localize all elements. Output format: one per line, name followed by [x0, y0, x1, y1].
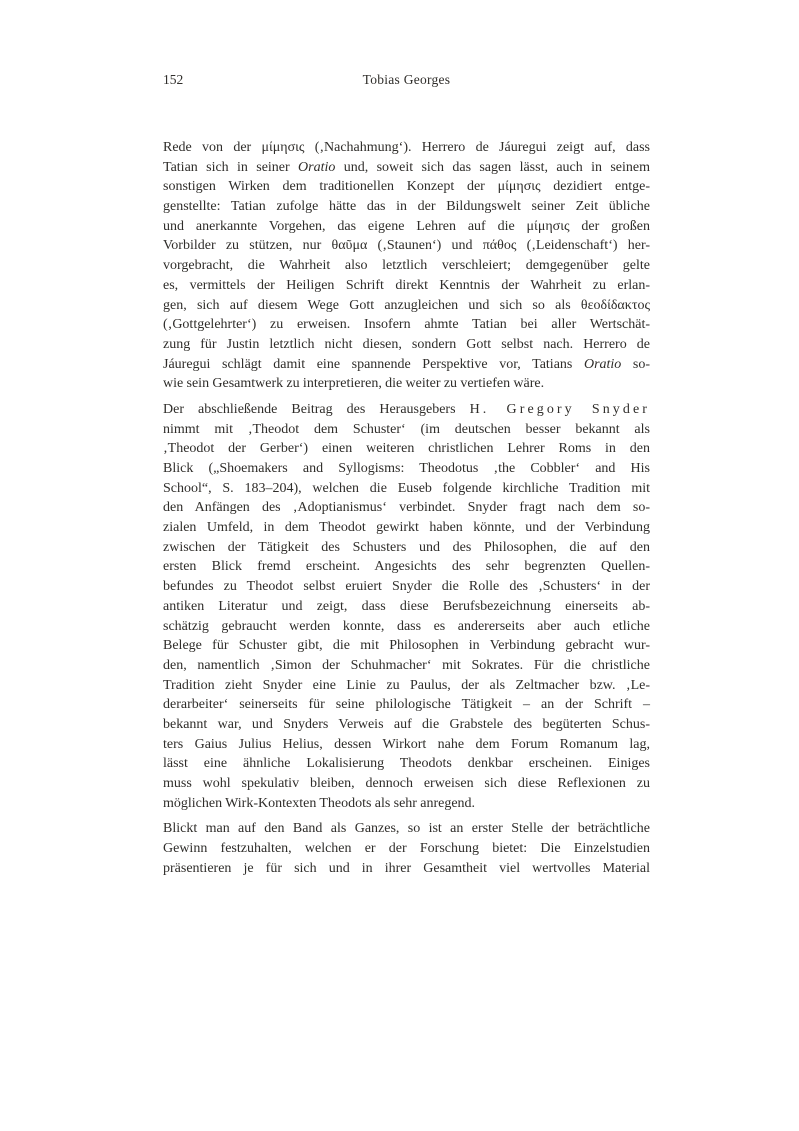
text-line: sonstigen Wirken dem traditionellen Konzept der μίμησις dezidiert entge-	[163, 179, 650, 195]
text-line: zwischen der Tätigkeit des Schusters und des Philosophen, die auf den	[163, 539, 650, 555]
text-line: Der abschließende Beitrag des Herausgebers H. Gregory Snyder	[163, 401, 650, 417]
page-header	[163, 71, 650, 89]
text-line: antiken Literatur und zeigt, dass diese Berufsbezeichnung einerseits ab-	[163, 598, 650, 614]
paragraph-1	[163, 138, 650, 394]
running-head: Tobias Georges	[362, 72, 451, 87]
text-line: zung für Justin letztlich nicht diesen, sondern Gott selbst nach. Herrero de	[163, 336, 650, 352]
text-line: schätzig gebraucht werden konnte, dass es andererseits aber auch etliche	[163, 618, 650, 634]
text-line: Tradition zieht Snyder eine Linie zu Paulus, der als Zeltmacher bzw. ‚Le-	[163, 677, 650, 693]
paragraph-3	[163, 819, 650, 878]
text-line: bekannt war, und Snyders Verweis auf die Grabstele des begüterten Schus-	[163, 716, 650, 732]
text-block	[163, 138, 650, 878]
text-line: Blickt man auf den Band als Ganzes, so ist an erster Stelle der beträchtliche	[163, 821, 650, 837]
text-line: Rede von der μίμησις (‚Nachahmung‘). Herrero de Jáuregui zeigt auf, dass	[163, 140, 650, 155]
text-line: genstellte: Tatian zufolge hätte das in der Bildungswelt seiner Zeit übliche	[163, 199, 650, 215]
text-line: nimmt mit ‚Theodot dem Schuster‘ (im deutschen besser bekannt als	[163, 421, 650, 437]
text-line: den Anfängen des ‚Adoptianismus‘ verbindet. Snyder fragt nach dem so-	[163, 500, 650, 516]
text-line: lässt eine ähnliche Lokalisierung Theodots denkbar erscheinen. Einiges	[163, 756, 650, 772]
text-line: vorgebracht, die Wahrheit also letztlich verschleiert; demgegenüber gelte	[163, 258, 650, 274]
text-line: gen, sich auf diesem Wege Gott anzugleichen und sich so als θεοδίδακτος	[163, 297, 650, 313]
text-line: (‚Gottgelehrter‘) zu erweisen. Insofern ahmte Tatian bei aller Wertschät-	[163, 317, 650, 333]
page-number: 152	[163, 72, 184, 87]
text-line: zialen Umfeld, in dem Theodot gewirkt haben könnte, und der Verbindung	[163, 520, 650, 536]
text-line: den, namentlich ‚Simon der Schuhmacher‘ mit Sokrates. Für die christliche	[163, 657, 650, 673]
text-line: ters Gaius Julius Helius, dessen Wirkort nahe dem Forum Romanum lag,	[163, 736, 650, 752]
text-line: Belege für Schuster gibt, die mit Philosophen in Verbindung gebracht wur-	[163, 638, 650, 654]
text-line: befundes zu Theodot selbst eruiert Snyder die Rolle des ‚Schusters‘ in der	[163, 579, 650, 595]
text-line: und anerkannte Vorgehen, das eigene Lehren auf die μίμησις der großen	[163, 218, 650, 234]
text-line: muss wohl spekulativ bleiben, dennoch erweisen sich diese Reflexionen zu	[163, 776, 650, 791]
text-line: derarbeiter‘ seinerseits für seine philologische Tätigkeit – an der Schrift –	[163, 697, 650, 713]
text-line: Gewinn festzuhalten, welchen er der Forschung bietet: Die Einzelstudien	[163, 841, 650, 857]
text-line: möglichen Wirk-Kontexten Theodots als sehr anregend.	[163, 795, 476, 811]
text-line: wie sein Gesamtwerk zu interpretieren, die weiter zu vertiefen wäre.	[163, 376, 545, 392]
text-line: Jáuregui schlägt damit eine spannende Perspektive vor, Tatians Oratio so-	[163, 356, 650, 372]
text-line: Vorbilder zu stützen, nur θαῦμα (‚Staunen‘) und πάθος (‚Leidenschaft‘) her-	[163, 238, 650, 254]
text-line: Blick („Shoemakers and Syllogisms: Theodotus ‚the Cobbler‘ and His	[163, 461, 650, 476]
paragraph-2	[163, 400, 650, 813]
text-line: Tatian sich in seiner Oratio und, soweit sich das sagen lässt, auch in seinem	[163, 159, 650, 175]
text-line: ‚Theodot der Gerber‘) einen weiteren christlichen Lehrer Roms in den	[163, 441, 650, 457]
text-line: ersten Blick fremd erscheint. Angesichts des sehr begrenzten Quellen-	[163, 559, 650, 575]
spaced-emphasis: H. Gregory Snyder	[469, 401, 650, 417]
text-line: es, vermittels der Heiligen Schrift direkt Kenntnis der Wahrheit zu erlan-	[163, 277, 650, 293]
text-line: präsentieren je für sich und in ihrer Gesamtheit viel wertvolles Material	[163, 860, 650, 876]
text-line: School“, S. 183–204), welchen die Euseb folgende kirchliche Tradition mit	[163, 480, 650, 496]
